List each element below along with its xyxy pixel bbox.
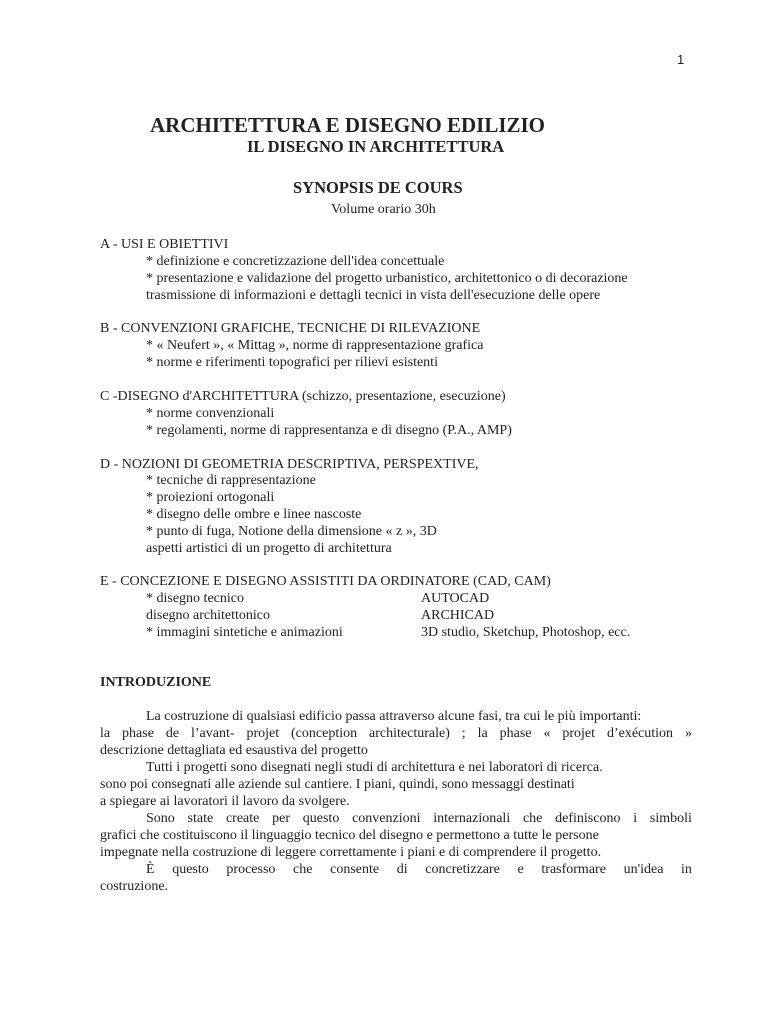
- section-d-heading: D - NOZIONI DI GEOMETRIA DESCRIPTIVA, PERSPEXTIVE,: [100, 457, 479, 472]
- introduction-title: INTRODUZIONE: [100, 675, 212, 690]
- paragraph-line: a spiegare ai lavoratori il lavoro da svolgere.: [100, 794, 350, 809]
- word: un'idea: [623, 862, 664, 877]
- word: simboli: [649, 811, 692, 826]
- word: consente: [330, 862, 380, 877]
- section-b-item: * « Neufert », « Mittag », norme di rappresentazione grafica: [146, 338, 484, 353]
- word: l’avant-: [190, 726, 235, 741]
- word: questo: [302, 811, 340, 826]
- section-e-item: * immagini sintetiche e animazioni: [146, 625, 343, 640]
- word: e: [517, 862, 524, 877]
- section-c-item: * regolamenti, norme di rappresentanza e di disegno (P.A., AMP): [146, 423, 512, 438]
- word: concretizzare: [425, 862, 500, 877]
- section-e-item: disegno architettonico: [146, 608, 271, 623]
- volume-hours: Volume orario 30h: [331, 202, 436, 217]
- section-d-item: * punto di fuga, Notione della dimensione « z », 3D: [146, 524, 437, 539]
- page-number: 1: [677, 52, 685, 67]
- word: projet: [246, 726, 280, 741]
- paragraph-line-justified: [100, 725, 692, 742]
- section-e-software: 3D studio, Sketchup, Photoshop, ecc.: [421, 625, 631, 640]
- section-e-heading: E - CONCEZIONE E DISEGNO ASSISTITI DA ORDINATORE (CAD, CAM): [100, 574, 551, 589]
- paragraph-line-justified: [100, 810, 692, 827]
- word: projet: [562, 726, 596, 741]
- document-title: ARCHITETTURA E DISEGNO EDILIZIO: [150, 113, 546, 137]
- section-a-item: * definizione e concretizzazione dell'idea concettuale: [146, 254, 445, 269]
- paragraph-line: sono poi consegnati alle aziende sul cantiere. I piani, quindi, sono messaggi destinati: [100, 777, 575, 792]
- word: de: [165, 726, 180, 741]
- document-subtitle: IL DISEGNO IN ARCHITETTURA: [247, 137, 505, 156]
- word: questo: [172, 862, 209, 877]
- word: »: [684, 726, 692, 741]
- synopsis-title: SYNOPSIS DE COURS: [293, 178, 463, 197]
- word: in: [681, 862, 692, 877]
- section-d-item: aspetti artistici di un progetto di architettura: [146, 541, 392, 556]
- section-b-heading: B - CONVENZIONI GRAFICHE, TECNICHE DI RILEVAZIONE: [100, 321, 481, 336]
- word: (conception: [291, 726, 358, 741]
- word: Sono: [146, 811, 175, 826]
- word: la: [477, 726, 488, 741]
- word: architecturale): [369, 726, 450, 741]
- word: che: [293, 862, 313, 877]
- word: definiscono: [555, 811, 621, 826]
- word: convenzioni: [352, 811, 421, 826]
- section-b-item: * norme e riferimenti topografici per rilievi esistenti: [146, 355, 438, 370]
- word: ;: [461, 726, 466, 741]
- word: È: [146, 862, 155, 877]
- section-e-item: * disegno tecnico: [146, 591, 244, 606]
- paragraph-line: costruzione.: [100, 879, 169, 894]
- word: di: [396, 862, 408, 877]
- word: processo: [226, 862, 276, 877]
- section-d-item: * proiezioni ortogonali: [146, 490, 275, 505]
- word: phase: [499, 726, 532, 741]
- section-e-software: ARCHICAD: [421, 608, 495, 623]
- introduction-paragraph: [100, 708, 692, 895]
- section-c-item: * norme convenzionali: [146, 406, 275, 421]
- word: la: [100, 726, 111, 741]
- section-d-item: * disegno delle ombre e linee nascoste: [146, 507, 362, 522]
- word: state: [187, 811, 214, 826]
- paragraph-line: impegnate nella costruzione di leggere correttamente i piani e di comprendere il progetto.: [100, 845, 602, 860]
- section-a-item: trasmissione di informazioni e dettagli tecnici in vista dell'esecuzione delle opere: [146, 288, 601, 303]
- section-a-heading: A - USI E OBIETTIVI: [100, 237, 229, 252]
- word: trasformare: [541, 862, 606, 877]
- word: per: [272, 811, 291, 826]
- section-a-item: * presentazione e validazione del progetto urbanistico, architettonico o di decorazione: [146, 271, 628, 286]
- word: internazionali: [433, 811, 511, 826]
- section-e-software: AUTOCAD: [421, 591, 490, 606]
- word: d’exécution: [606, 726, 674, 741]
- paragraph-line: Tutti i progetti sono disegnati negli studi di architettura e nei laboratori di ricerca.: [146, 760, 603, 775]
- paragraph-line-justified: [100, 861, 692, 878]
- paragraph-line: La costruzione di qualsiasi edificio passa attraverso alcune fasi, tra cui le più importanti:: [146, 709, 642, 724]
- word: «: [543, 726, 551, 741]
- section-d-item: * tecniche di rappresentazione: [146, 473, 316, 488]
- paragraph-line: grafici che costituiscono il linguaggio tecnico del disegno e permettono a tutte le persone: [100, 828, 599, 843]
- word: create: [225, 811, 260, 826]
- paragraph-line: descrizione dettagliata ed esaustiva del progetto: [100, 743, 368, 758]
- section-c-heading: C -DISEGNO d'ARCHITETTURA (schizzo, presentazione, esecuzione): [100, 389, 506, 404]
- word: i: [633, 811, 638, 826]
- word: che: [522, 811, 543, 826]
- word: phase: [122, 726, 154, 741]
